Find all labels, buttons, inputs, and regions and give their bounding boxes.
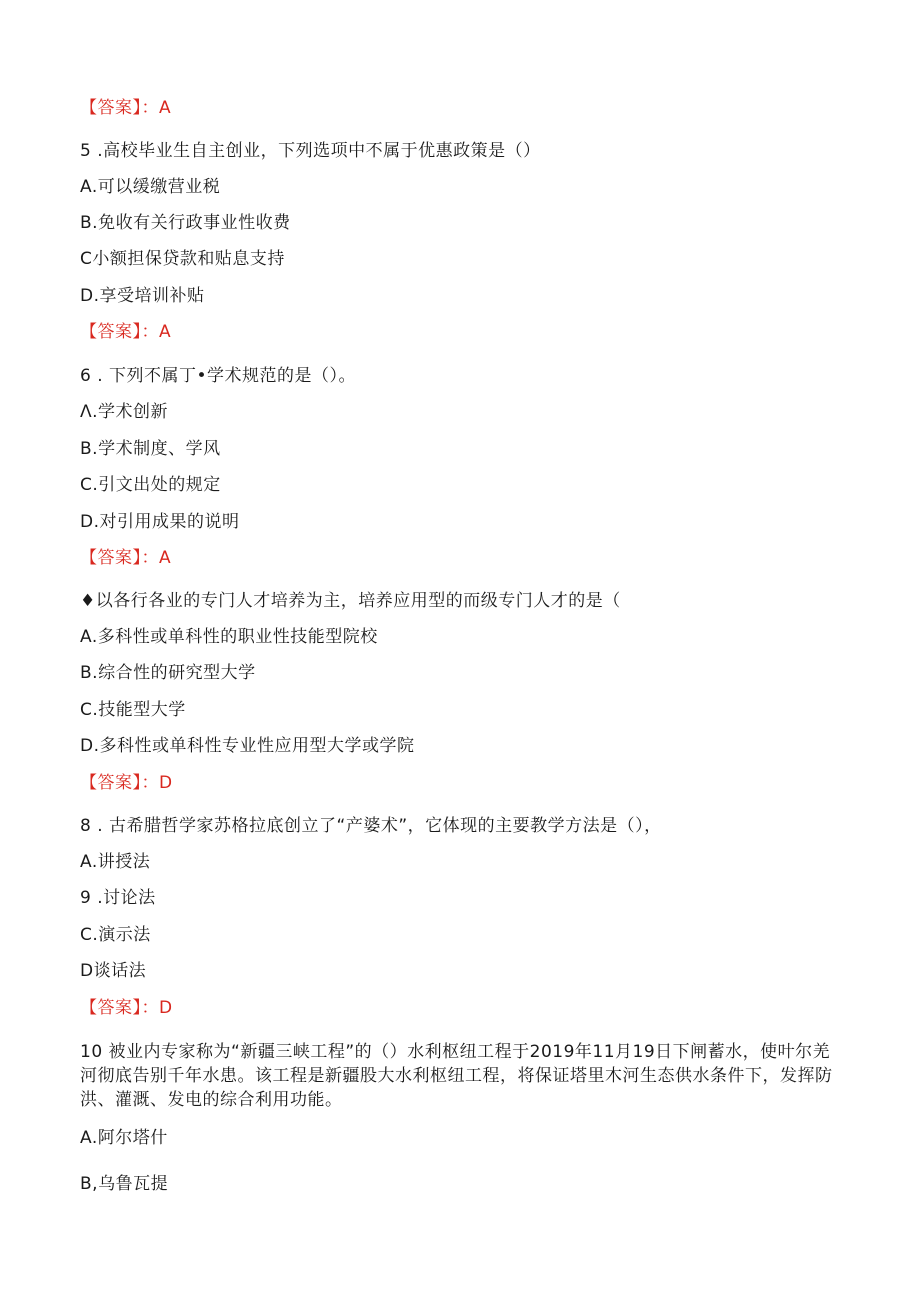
option-b: B.学术制度、学风	[80, 439, 221, 459]
answer-label: 【答案】：A	[80, 548, 172, 568]
option-d: D.多科性或单科性专业性应用型大学或学院	[80, 736, 415, 756]
option-d: D谈话法	[80, 961, 147, 981]
option-b: B.免收有关行政事业性收费	[80, 213, 291, 233]
option-b: 9 .讨论法	[80, 888, 156, 908]
answer-label: 【答案】：D	[80, 773, 173, 793]
option-d: D.享受培训补贴	[80, 286, 205, 306]
option-b: B,乌鲁瓦提	[80, 1174, 169, 1194]
option-a: Λ.学术创新	[80, 402, 169, 422]
option-a: A.可以缓缴营业税	[80, 177, 221, 197]
question-text: 6 . 下列不属丁•学术规范的是（）。	[80, 366, 357, 386]
question-text: 5 .高校毕业生自主创业，下列选项中不属于优惠政策是（）	[80, 141, 541, 161]
option-c: C.演示法	[80, 925, 151, 945]
option-c: C.技能型大学	[80, 700, 186, 720]
option-a: A.阿尔塔什	[80, 1128, 168, 1148]
answer-label: 【答案】：A	[80, 98, 172, 118]
option-d: D.对引用成果的说明	[80, 512, 240, 532]
answer-label: 【答案】：A	[80, 322, 172, 342]
question-text: 10 被业内专家称为“新疆三峡工程”的（）水利枢纽工程于2019年11月19日下闸蓄水，使叶尔羌河彻底告别千年水患。该工程是新疆股大水利枢纽工程，将保证塔里木河生态供水条件下，发挥防洪、灌溉、发电的综合利用功能。	[80, 1042, 833, 1110]
question-text: 8 . 古希腊哲学家苏格拉底创立了“产婆术”，它体现的主要教学方法是（），	[80, 816, 662, 836]
option-a: A.多科性或单科性的职业性技能型院校	[80, 627, 378, 647]
answer-label: 【答案】：D	[80, 998, 173, 1018]
option-a: A.讲授法	[80, 852, 151, 872]
option-c: C小额担保贷款和贴息支持	[80, 249, 285, 269]
option-b: B.综合性的研究型大学	[80, 663, 256, 683]
option-c: C.引文出处的规定	[80, 475, 221, 495]
question-text: ♦以各行各业的专门人才培养为主，培养应用型的而级专门人才的是（	[80, 591, 621, 611]
